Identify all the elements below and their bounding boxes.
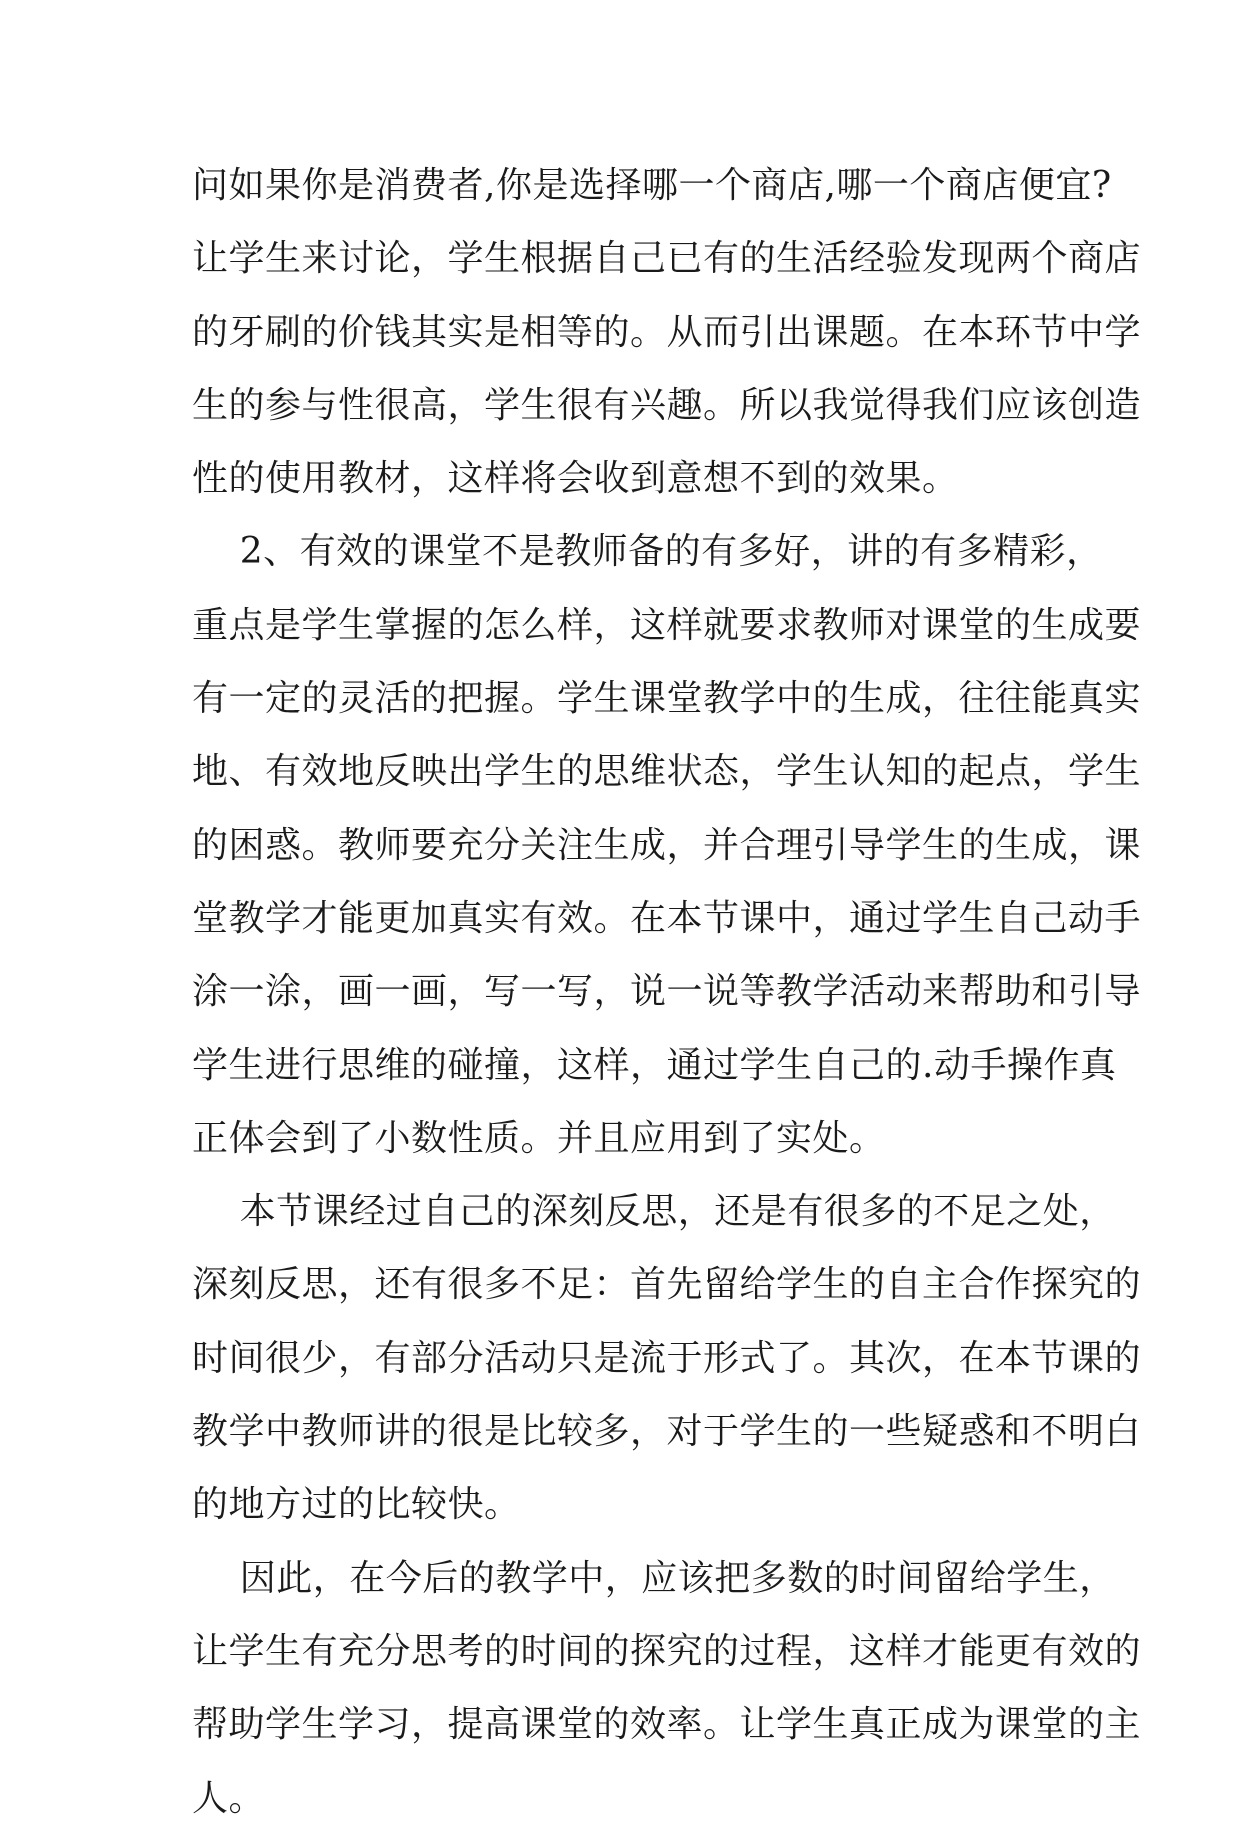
text-line: 重点是学生掌握的怎么样，这样就要求教师对课堂的生成要 xyxy=(192,604,1142,646)
text-line: 让学生有充分思考的时间的探究的过程，这样才能更有效的 xyxy=(192,1630,1142,1672)
text-line: 的困惑。教师要充分关注生成，并合理引导学生的生成，课 xyxy=(192,824,1142,866)
text-line: 问如果你是消费者,你是选择哪一个商店,哪一个商店便宜? xyxy=(192,165,1112,206)
document-body xyxy=(192,158,1142,1844)
text-line: 人。 xyxy=(192,1777,266,1819)
text-line: 的地方过的比较快。 xyxy=(192,1484,521,1526)
text-line: 堂教学才能更加真实有效。在本节课中，通过学生自己动手 xyxy=(192,897,1142,939)
text-line: 深刻反思，还有很多不足：首先留给学生的自主合作探究的 xyxy=(192,1264,1142,1306)
text-line: 让学生来讨论，学生根据自己已有的生活经验发现两个商店 xyxy=(192,238,1142,280)
text-line: 有一定的灵活的把握。学生课堂教学中的生成，往往能真实 xyxy=(192,678,1142,720)
text-line: 教学中教师讲的很是比较多，对于学生的一些疑惑和不明白 xyxy=(192,1411,1142,1453)
text-line: 性的使用教材，这样将会收到意想不到的效果。 xyxy=(192,458,959,500)
text-line: 2、有效的课堂不是教师备的有多好，讲的有多精彩， xyxy=(192,531,1103,573)
text-line: 正体会到了小数性质。并且应用到了实处。 xyxy=(192,1117,886,1159)
text-line: 因此，在今后的教学中，应该把多数的时间留给学生， xyxy=(192,1557,1116,1599)
text-line: 学生进行思维的碰撞，这样，通过学生自己的.动手操作真 xyxy=(192,1044,1117,1086)
text-line: 地、有效地反映出学生的思维状态，学生认知的起点，学生 xyxy=(192,751,1142,793)
text-line: 的牙刷的价钱其实是相等的。从而引出课题。在本环节中学 xyxy=(192,311,1142,353)
text-line: 涂一涂，画一画，写一写，说一说等教学活动来帮助和引导 xyxy=(192,971,1142,1013)
text-line: 帮助学生学习，提高课堂的效率。让学生真正成为课堂的主 xyxy=(192,1704,1142,1746)
text-line: 生的参与性很高，学生很有兴趣。所以我觉得我们应该创造 xyxy=(192,384,1142,426)
text-line: 本节课经过自己的深刻反思，还是有很多的不足之处， xyxy=(192,1191,1116,1233)
text-line: 时间很少，有部分活动只是流于形式了。其次，在本节课的 xyxy=(192,1337,1142,1379)
